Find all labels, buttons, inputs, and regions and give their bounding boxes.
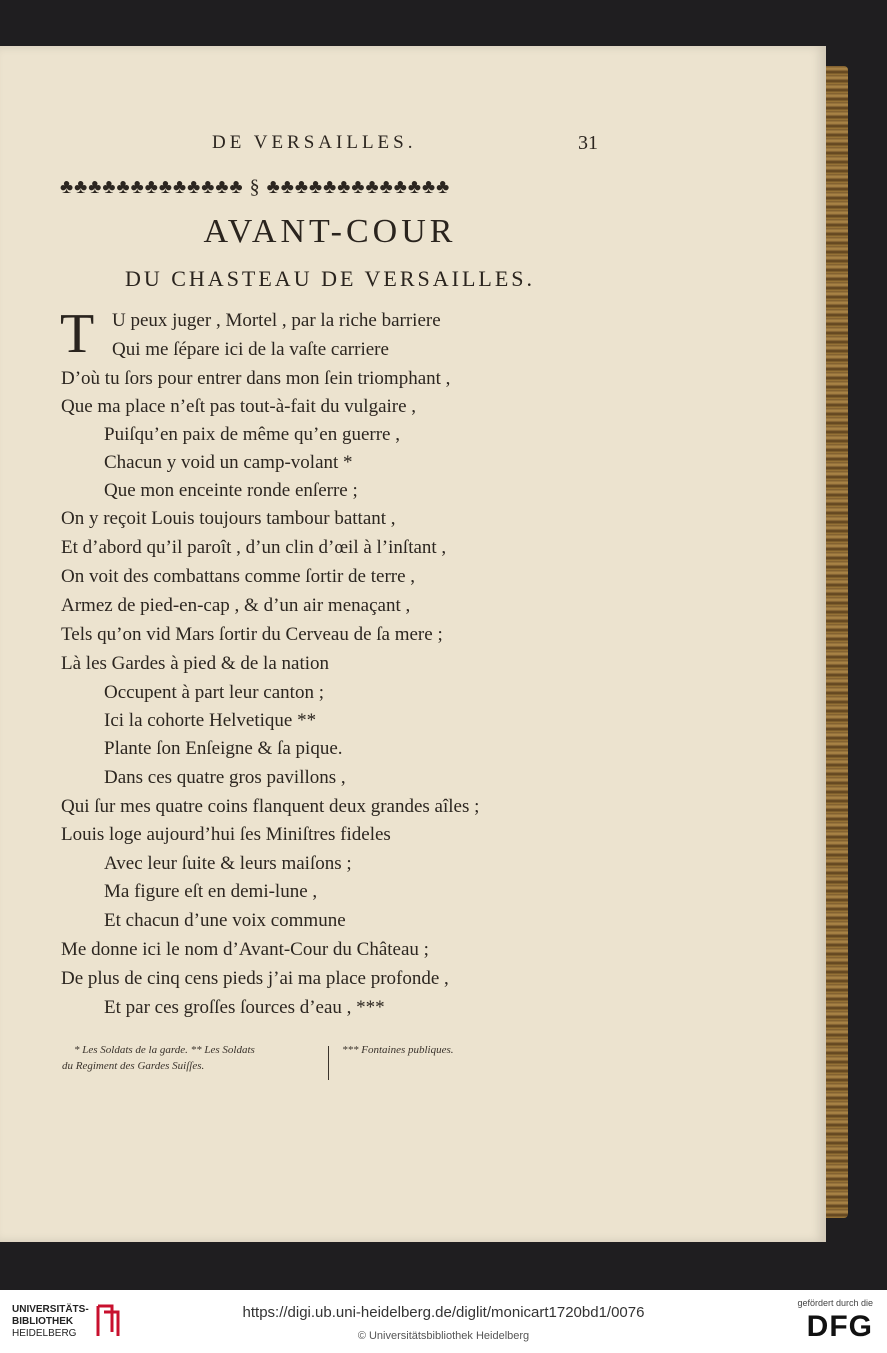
logo-line: BIBLIOTHEK: [12, 1316, 74, 1327]
running-head: DE VERSAILLES.: [212, 132, 417, 153]
verse-line: Armez de pied-en-cap , & d’un air menaçant ,: [61, 595, 411, 616]
funded-by-label: gefördert durch die: [797, 1298, 873, 1308]
verse-line: Et par ces groſſes ſources d’eau , ***: [104, 997, 385, 1018]
verse-line: Occupent à part leur canton ;: [104, 682, 324, 703]
logo-line: HEIDELBERG: [12, 1328, 77, 1339]
verse-line: On y reçoit Louis toujours tambour battant ,: [61, 508, 396, 529]
verse-line: Avec leur ſuite & leurs maiſons ;: [104, 853, 352, 874]
copyright-notice: © Universitätsbibliothek Heidelberg: [357, 1330, 530, 1342]
verse-line: Là les Gardes à pied & de la nation: [61, 653, 330, 674]
verse-line: De plus de cinq cens pieds j’ai ma place profonde ,: [61, 968, 449, 989]
verse-line: Tels qu’on vid Mars ſortir du Cerveau de ſa mere ;: [61, 624, 443, 645]
viewer-footer: [0, 1290, 887, 1353]
verse-line: Ma figure eſt en demi-lune ,: [104, 881, 318, 902]
verse-line: Et chacun d’une voix commune: [104, 910, 346, 931]
verse-line: Dans ces quatre gros pavillons ,: [104, 767, 346, 788]
verse-line: On voit des combattans comme ſortir de terre ,: [61, 566, 416, 587]
drop-cap: T: [60, 303, 95, 365]
verse-line: Que mon enceinte ronde enſerre ;: [104, 480, 358, 501]
ornament-band: ♣♣♣♣♣♣♣♣♣♣♣♣♣ § ♣♣♣♣♣♣♣♣♣♣♣♣♣: [60, 176, 451, 198]
permalink-url[interactable]: https://digi.ub.uni-heidelberg.de/diglit/monicart1720bd1/0076: [242, 1304, 645, 1321]
page-subtitle: DU CHASTEAU DE VERSAILLES.: [124, 266, 536, 291]
verse-line: Chacun y void un camp-volant *: [104, 452, 353, 473]
dfg-logo[interactable]: DFG: [806, 1310, 873, 1343]
page-title: AVANT-COUR: [203, 213, 457, 250]
verse-line: Puiſqu’en paix de même qu’en guerre ,: [104, 424, 400, 445]
verse-line: Plante ſon Enſeigne & ſa pique.: [104, 738, 343, 759]
verse-line: Ici la cohorte Helvetique **: [104, 710, 317, 731]
verse-line: D’où tu ſors pour entrer dans mon ſein triomphant ,: [61, 368, 451, 389]
verse-line: Louis loge aujourd’hui ſes Miniſtres fideles: [61, 824, 391, 845]
verse-line: Qui me ſépare ici de la vaſte carriere: [112, 339, 389, 360]
verse-line: Que ma place n’eſt pas tout-à-fait du vulgaire ,: [61, 396, 417, 417]
logo-line: UNIVERSITÄTS-: [12, 1304, 89, 1315]
verse-line: Me donne ici le nom d’Avant-Cour du Château ;: [61, 939, 429, 960]
verse-line: U peux juger , Mortel , par la riche barriere: [112, 310, 441, 331]
verse-line: Qui ſur mes quatre coins flanquent deux grandes aîles ;: [61, 796, 480, 817]
footnote-divider: [328, 1046, 329, 1080]
footnote-left-2: du Regiment des Gardes Suiſſes.: [62, 1060, 205, 1072]
footnote-right-1: *** Fontaines publiques.: [342, 1044, 454, 1056]
footnote-left-1: * Les Soldats de la garde. ** Les Soldats: [74, 1044, 255, 1056]
page-number: 31: [578, 132, 598, 154]
verse-line: Et d’abord qu’il paroît , d’un clin d’œil à l’inſtant ,: [61, 537, 447, 558]
